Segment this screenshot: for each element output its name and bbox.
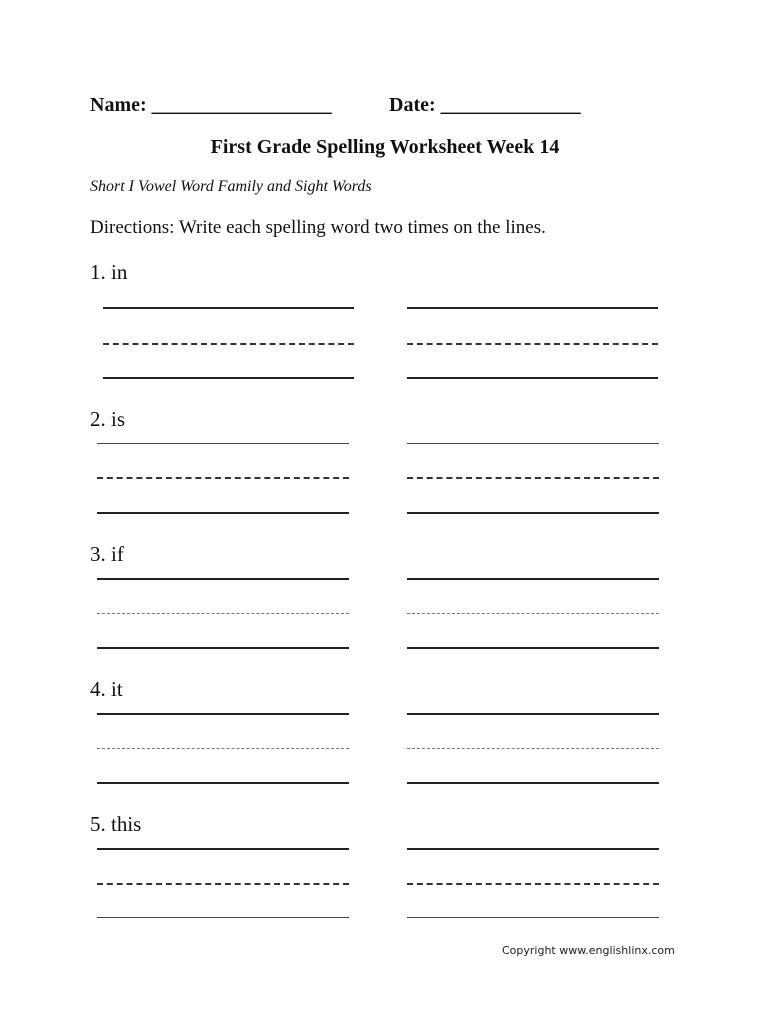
writing-baseline — [97, 512, 349, 514]
writing-baseline — [407, 782, 659, 784]
copyright-text: Copyright www.englishlinx.com — [502, 944, 675, 957]
writing-baseline — [97, 917, 349, 918]
spelling-word-label: 1. in — [90, 260, 128, 284]
writing-midline — [103, 343, 354, 345]
writing-baseline — [97, 647, 349, 649]
writing-top-line — [97, 443, 349, 444]
writing-baseline — [407, 512, 659, 514]
writing-baseline — [97, 782, 349, 784]
spelling-word-label: 2. is — [90, 407, 126, 431]
writing-midline — [97, 883, 349, 885]
spelling-word-label: 5. this — [90, 812, 142, 836]
date-field-label: Date: ______________ — [389, 94, 581, 116]
writing-top-line — [97, 578, 349, 580]
writing-top-line — [407, 307, 658, 309]
writing-baseline — [103, 377, 354, 379]
spelling-word-label: 4. it — [90, 677, 123, 701]
spelling-word-label: 3. if — [90, 542, 124, 566]
writing-midline — [407, 477, 659, 479]
writing-midline — [97, 748, 349, 749]
worksheet-subtitle: Short I Vowel Word Family and Sight Words — [90, 178, 372, 195]
writing-midline — [407, 748, 659, 749]
writing-baseline — [407, 377, 658, 379]
writing-midline — [407, 613, 659, 614]
writing-top-line — [407, 713, 659, 715]
writing-top-line — [407, 443, 659, 444]
writing-top-line — [103, 307, 354, 309]
writing-top-line — [407, 848, 659, 850]
writing-midline — [97, 613, 349, 614]
writing-midline — [97, 477, 349, 479]
writing-baseline — [407, 917, 659, 918]
writing-midline — [407, 883, 659, 885]
worksheet-title: First Grade Spelling Worksheet Week 14 — [210, 136, 560, 158]
writing-top-line — [407, 578, 659, 580]
writing-top-line — [97, 713, 349, 715]
name-field-label: Name: __________________ — [90, 94, 332, 116]
directions-text: Directions: Write each spelling word two times on the lines. — [90, 217, 546, 238]
writing-baseline — [407, 647, 659, 649]
writing-midline — [407, 343, 658, 345]
writing-top-line — [97, 848, 349, 850]
